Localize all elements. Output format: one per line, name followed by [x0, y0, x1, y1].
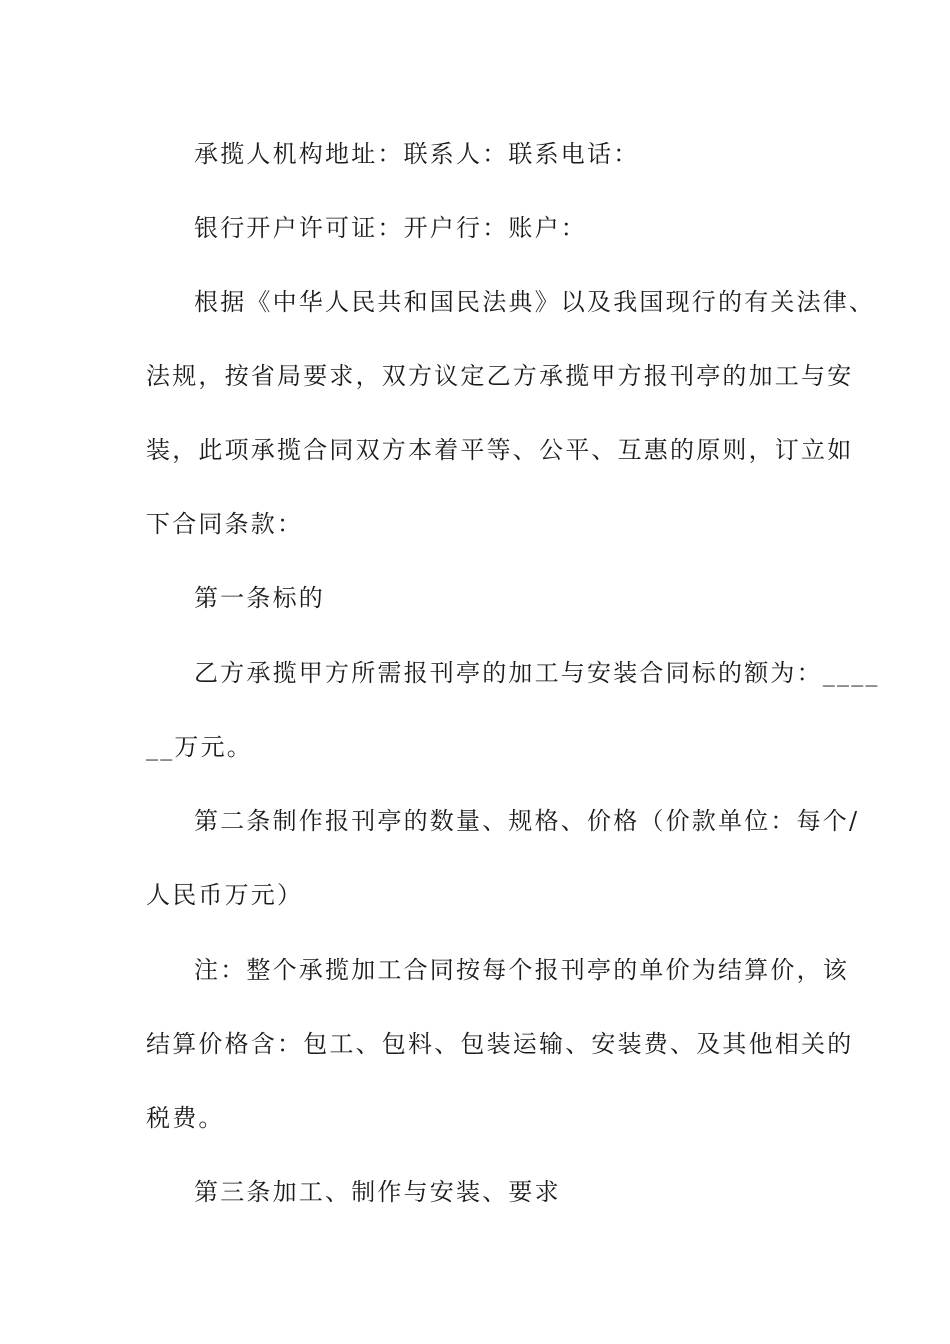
preamble-line-2: 法规，按省局要求，双方议定乙方承揽甲方报刊亭的加工与安	[146, 362, 854, 390]
note-line-2: 结算价格含：包工、包料、包装运输、安装费、及其他相关的	[146, 1030, 854, 1058]
article-1-heading: 第一条标的	[194, 584, 325, 612]
preamble-line-1: 根据《中华人民共和国民法典》以及我国现行的有关法律、	[194, 288, 876, 316]
article-2-heading-line-2: 人民币万元）	[146, 881, 304, 909]
preamble-line-4: 下合同条款：	[146, 510, 304, 538]
article-1-text-line-1: 乙方承揽甲方所需报刊亭的加工与安装合同标的额为：____	[194, 659, 880, 687]
contractor-address-line: 承揽人机构地址：联系人：联系电话：	[194, 140, 640, 168]
article-1-text-line-2: __万元。	[146, 733, 253, 761]
note-line-3: 税费。	[146, 1104, 225, 1132]
article-3-heading: 第三条加工、制作与安装、要求	[194, 1178, 561, 1206]
preamble-line-3: 装，此项承揽合同双方本着平等、公平、互惠的原则，订立如	[146, 436, 854, 464]
bank-account-line: 银行开户许可证：开户行：账户：	[194, 214, 587, 242]
note-line-1: 注：整个承揽加工合同按每个报刊亭的单价为结算价，该	[194, 956, 849, 984]
article-2-heading-line-1: 第二条制作报刊亭的数量、规格、价格（价款单位：每个/	[194, 807, 860, 835]
